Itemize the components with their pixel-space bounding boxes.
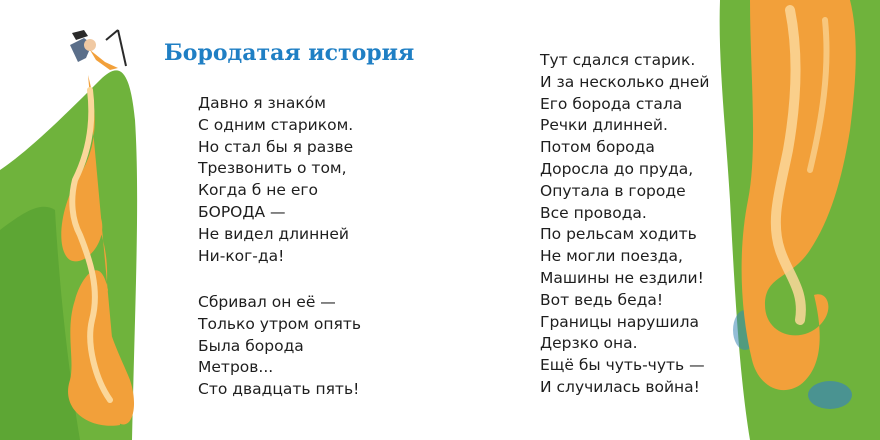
poem-line: Была борода — [198, 336, 304, 355]
poem-line: И за несколько дней — [540, 72, 710, 91]
poem-line: Не могли поезда, — [540, 247, 683, 266]
poem-line: Сбривал он её — — [198, 293, 336, 311]
blue-patch — [808, 381, 852, 409]
poem-line: С одним стариком. — [198, 115, 354, 134]
poem-line: Метров... — [198, 358, 274, 377]
poem-line: Тут сдался старик. — [540, 51, 696, 69]
poem-line: По рельсам ходить — [540, 225, 697, 244]
right-illustration — [710, 0, 880, 440]
old-man-figure — [70, 30, 126, 70]
poem-line: Потом борода — [540, 138, 655, 157]
poem-line: Дерзко она. — [540, 334, 638, 353]
poem-line: Ни-ког-да! — [198, 246, 285, 265]
poem-line: Машины не ездили! — [540, 268, 704, 287]
poem-line: Не видел длинней — [198, 224, 349, 243]
poem-line: Только утром опять — [198, 314, 362, 333]
poem-line: Его борода стала — [540, 94, 683, 113]
page-title: Бородатая история — [164, 40, 415, 66]
poem-line: Трезвонить о том, — [198, 159, 347, 178]
poem-line: Речки длинней. — [540, 116, 668, 135]
stanza-3 — [540, 50, 710, 399]
poem-line: И случилась война! — [540, 377, 700, 396]
poem-line: БОРОДА — — [198, 202, 286, 221]
poem-line: Когда б не его — [198, 181, 319, 200]
left-illustration — [0, 0, 150, 440]
poem-line: Вот ведь беда! — [540, 290, 664, 309]
poem-line: Но стал бы я разве — [198, 137, 354, 156]
poem-line: Границы нарушила — [540, 312, 700, 331]
poem-line: Давно я знако́м — [198, 94, 326, 112]
poem-line: Все провода. — [540, 203, 647, 222]
poem-line: Опутала в городе — [540, 181, 686, 200]
stanza-2 — [198, 292, 361, 401]
poem-line: Ещё бы чуть-чуть — — [540, 356, 705, 375]
poem-line: Сто двадцать пять! — [198, 380, 360, 399]
stanza-1 — [198, 93, 353, 267]
poem-line: Доросла до пруда, — [540, 159, 694, 178]
